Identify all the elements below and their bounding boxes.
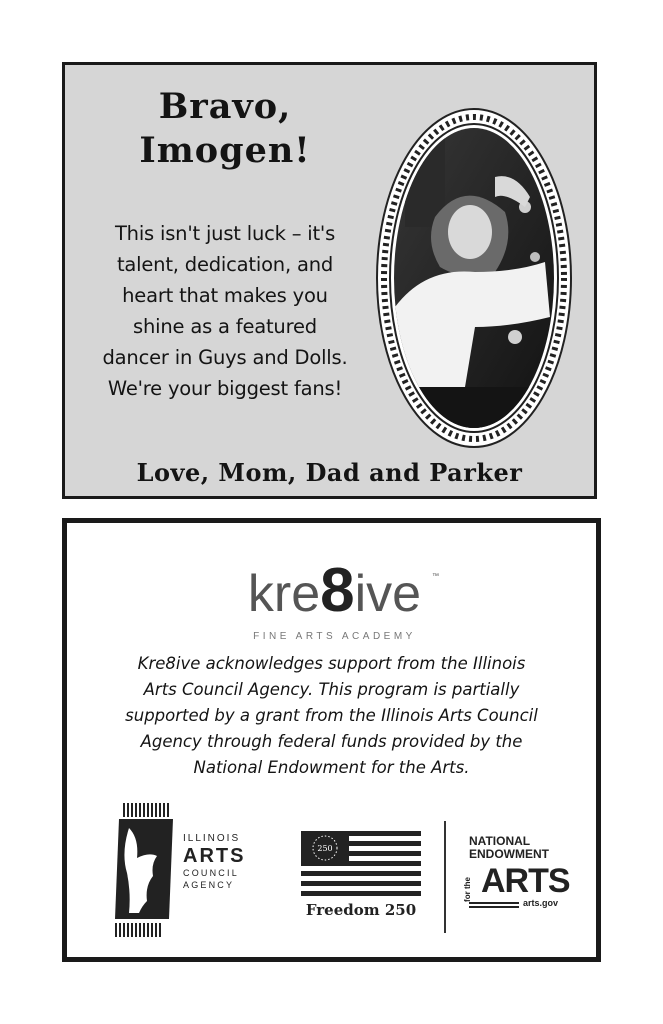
freedom-badge: 250 — [317, 844, 333, 853]
acknowledgment-text — [75, 651, 588, 781]
message-line: heart that makes you — [122, 284, 328, 307]
headline-line-1: Bravo, — [158, 86, 292, 127]
nea-national: NATIONAL — [469, 834, 531, 848]
freedom-250-label: Freedom 250 — [305, 901, 417, 919]
iac-agency: AGENCY — [183, 880, 235, 890]
iac-arts: ARTS — [183, 845, 246, 867]
freedom-250-flag-icon — [301, 831, 421, 906]
headline-line-2: Imogen! — [139, 130, 311, 171]
illinois-state-icon — [111, 803, 181, 938]
logo-prefix: kre — [247, 565, 321, 623]
ad-message — [79, 218, 371, 404]
ad-signature: Love, Mom, Dad and Parker — [136, 458, 523, 487]
ack-line: National Endowment for the Arts. — [193, 758, 470, 777]
logo-suffix: ive — [354, 565, 422, 623]
ack-line: Agency through federal funds provided by the — [140, 732, 523, 751]
congratulations-ad — [62, 62, 597, 499]
message-line: shine as a featured — [133, 315, 317, 338]
nea-underline — [469, 902, 519, 904]
logo-divider — [444, 821, 446, 933]
ack-line: Arts Council Agency. This program is partially — [143, 680, 520, 699]
illinois-arts-council-logo — [111, 803, 281, 938]
iac-illinois: ILLINOIS — [183, 833, 241, 844]
message-line: talent, dedication, and — [116, 253, 334, 276]
logo-trademark: ™ — [432, 573, 439, 580]
nea-url: arts.gov — [523, 898, 559, 908]
ack-line: Kre8ive acknowledges support from the Illinois — [137, 654, 526, 673]
kre8ive-logo — [222, 543, 447, 643]
nea-for-the: for the — [462, 877, 472, 902]
nea-underline-2 — [469, 906, 519, 908]
nea-endowment: ENDOWMENT — [469, 847, 549, 861]
ack-line: supported by a grant from the Illinois Arts Council — [125, 706, 538, 725]
iac-council: COUNCIL — [183, 868, 239, 878]
ad-headline — [95, 85, 355, 173]
logo-eight: 8 — [320, 556, 355, 625]
nea-logo — [462, 834, 570, 925]
portrait-photo-icon — [375, 107, 573, 449]
message-line: We're your biggest fans! — [107, 377, 343, 400]
portrait-frame — [375, 107, 573, 449]
message-line: dancer in Guys and Dolls. — [102, 346, 348, 369]
nea-arts: ARTS — [481, 862, 570, 900]
logo-subtitle: FINE ARTS ACADEMY — [253, 631, 416, 642]
iac-wordmark — [183, 833, 245, 891]
sponsor-acknowledgment — [62, 518, 601, 962]
kre8ive-wordmark — [222, 555, 447, 626]
message-line: This isn't just luck – it's — [114, 222, 336, 245]
